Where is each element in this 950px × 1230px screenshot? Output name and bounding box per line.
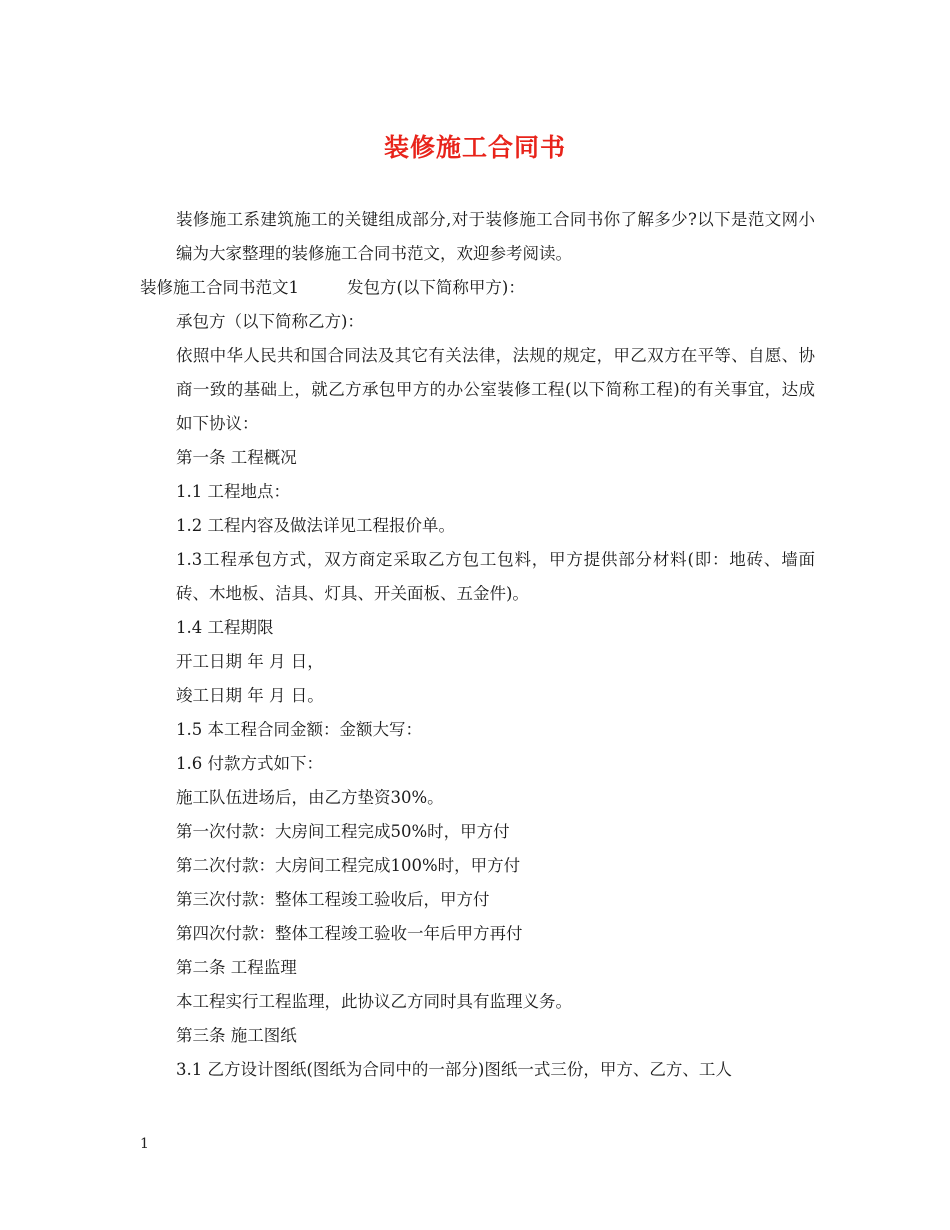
clause-line: 1.1 工程地点： bbox=[176, 482, 290, 501]
clause-line: 竣工日期 年 月 日。 bbox=[176, 686, 324, 705]
clause-line: 第四次付款：整体工程竣工验收一年后甲方再付 bbox=[176, 924, 523, 943]
document-title: 装修施工合同书 bbox=[383, 133, 566, 162]
intro-paragraph: 装修施工系建筑施工的关键组成部分,对于装修施工合同书你了解多少?以下是范文网小编为大家整理的装修施工合同书范文，欢迎参考阅读。 bbox=[176, 210, 815, 263]
page-number: 1 bbox=[140, 1136, 149, 1152]
clause-line: 开工日期 年 月 日， bbox=[176, 652, 324, 671]
clause-line: 施工队伍进场后，由乙方垫资30%。 bbox=[176, 788, 444, 807]
clause-line: 1.6 付款方式如下： bbox=[176, 754, 323, 773]
clause-line: 1.2 工程内容及做法详见工程报价单。 bbox=[176, 516, 455, 535]
clause-line: 第三次付款：整体工程竣工验收后，甲方付 bbox=[176, 890, 490, 909]
document-body bbox=[140, 203, 815, 1087]
sample-label: 装修施工合同书范文1 bbox=[140, 278, 299, 297]
preamble-paragraph: 依照中华人民共和国合同法及其它有关法律，法规的规定，甲乙双方在平等、自愿、协商一致的基础上，就乙方承包甲方的办公室装修工程(以下简称工程)的有关事宜，达成如下协议： bbox=[176, 346, 815, 433]
sample-heading-line bbox=[140, 271, 815, 305]
clause-line: 第三条 施工图纸 bbox=[176, 1026, 297, 1045]
party-b-line: 承包方（以下简称乙方)： bbox=[176, 312, 364, 331]
clause-line: 3.1 乙方设计图纸(图纸为合同中的一部分)图纸一式三份，甲方、乙方、工人 bbox=[176, 1060, 732, 1079]
clause-line: 第二条 工程监理 bbox=[176, 958, 297, 977]
party-a-line: 发包方(以下简称甲方)： bbox=[347, 278, 525, 297]
clause-line: 第一条 工程概况 bbox=[176, 448, 297, 467]
clause-line: 1.4 工程期限 bbox=[176, 618, 274, 637]
clause-line: 第一次付款：大房间工程完成50%时，甲方付 bbox=[176, 822, 510, 841]
clause-line: 第二次付款：大房间工程完成100%时，甲方付 bbox=[176, 856, 521, 875]
clause-line: 本工程实行工程监理，此协议乙方同时具有监理义务。 bbox=[176, 992, 572, 1011]
clause-1-3-paragraph: 1.3工程承包方式，双方商定采取乙方包工包料，甲方提供部分材料(即：地砖、墙面砖、木地板、洁具、灯具、开关面板、五金件)。 bbox=[176, 550, 815, 603]
clause-line: 1.5 本工程合同金额：金额大写： bbox=[176, 720, 422, 739]
